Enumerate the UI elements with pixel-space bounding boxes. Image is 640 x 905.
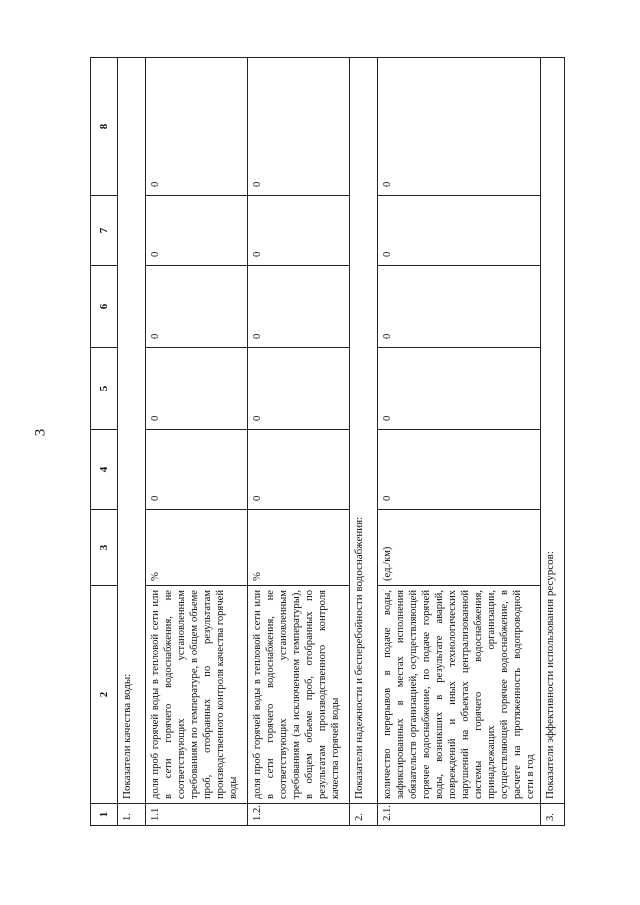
row-value: 0	[146, 196, 248, 266]
row-value: 0	[248, 348, 350, 430]
section-row	[118, 58, 146, 826]
row-value: 0	[378, 196, 541, 266]
section-title: Показатели эффективности использования ресурсов:	[541, 58, 565, 804]
table-header-cell: 8	[91, 58, 118, 196]
rotated-table-sheet	[90, 58, 556, 826]
row-unit: %	[146, 510, 248, 586]
row-value: 0	[248, 58, 350, 196]
section-title: Показатели качества воды:	[118, 58, 146, 804]
table-header-cell: 5	[91, 348, 118, 430]
row-value: 0	[378, 348, 541, 430]
section-number: 1.	[118, 804, 146, 826]
row-value: 0	[378, 430, 541, 510]
row-value: 0	[146, 58, 248, 196]
row-number: 1.1	[146, 804, 248, 826]
row-description: количество перерывов в подаче воды, зафиксированных в местах исполнения обязательств организацией, осуществляющей горячее водоснабжение, по подаче горячей воды, возникших в результате аварий, повреждений и иных технологических нарушений на объектах централизованной системы горячего водоснабжения, принадлежащих организации, осуществляющей горячее водоснабжение, в расчете на протяженность водопроводной сети в год	[378, 586, 541, 804]
section-number: 3.	[541, 804, 565, 826]
table-header-cell: 1	[91, 804, 118, 826]
row-description: доля проб горячей воды в тепловой сети или в сети горячего водоснабжения, не соответствующих установленным требованиям по температуре, в общем объеме проб, отобранных по результатам производственного контроля качества горячей воды	[146, 586, 248, 804]
row-value: 0	[146, 430, 248, 510]
section-title: Показатели надежности и бесперебойности водоснабжения:	[350, 58, 378, 804]
row-number: 1.2.	[248, 804, 350, 826]
table-row	[248, 58, 350, 826]
row-value: 0	[248, 266, 350, 348]
row-number: 2.1.	[378, 804, 541, 826]
row-unit: (ед./км)	[378, 510, 541, 586]
table-header-row	[91, 58, 118, 826]
row-value: 0	[248, 430, 350, 510]
table-header-cell: 3	[91, 510, 118, 586]
table-header-cell: 4	[91, 430, 118, 510]
table-header-cell: 7	[91, 196, 118, 266]
row-unit: %	[248, 510, 350, 586]
row-description: доля проб горячей воды в тепловой сети или в сети горячего водоснабжения, не соответствующих установленным требованиям (за исключением температуры), в общем объеме проб, отобранных по результатам производственного контроля качества горячей воды	[248, 586, 350, 804]
table-row	[146, 58, 248, 826]
row-value: 0	[146, 266, 248, 348]
table-header-cell: 2	[91, 586, 118, 804]
page-number: 3	[32, 428, 49, 437]
row-value: 0	[378, 58, 541, 196]
row-value: 0	[248, 196, 350, 266]
section-row	[350, 58, 378, 826]
section-number: 2.	[350, 804, 378, 826]
table-row	[378, 58, 541, 826]
section-row	[541, 58, 565, 826]
indicators-table	[90, 57, 565, 826]
row-value: 0	[378, 266, 541, 348]
row-value: 0	[146, 348, 248, 430]
table-header-cell: 6	[91, 266, 118, 348]
